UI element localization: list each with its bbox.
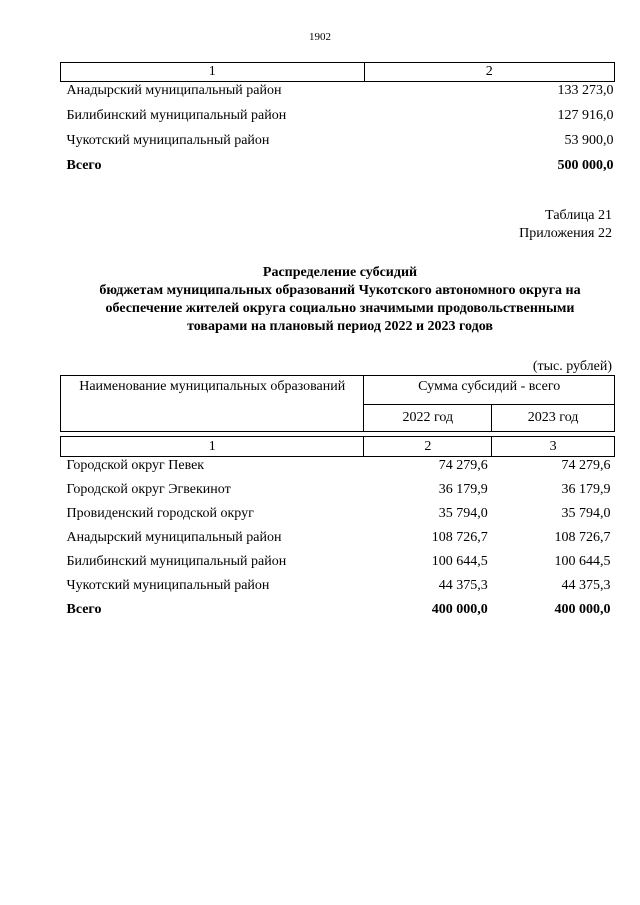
municipality-name: Городской округ Певек xyxy=(66,458,205,473)
column-number-2: 2 xyxy=(364,63,614,82)
amount-2023: 100 644,5 xyxy=(554,554,611,569)
table-row xyxy=(61,457,615,482)
total-2023: 400 000,0 xyxy=(554,602,611,617)
subsidy-table-continuation xyxy=(60,62,615,182)
table-row xyxy=(61,82,615,108)
table-total-row xyxy=(61,601,615,625)
column-number-2: 2 xyxy=(364,437,492,457)
amount-2022: 35 794,0 xyxy=(438,506,488,521)
municipality-name: Городской округ Эгвекинот xyxy=(66,482,231,497)
column-number-1: 1 xyxy=(61,437,364,457)
table-header-row xyxy=(61,376,615,405)
year-2022-header: 2022 год xyxy=(364,405,492,432)
table-title xyxy=(60,264,620,336)
total-label: Всего xyxy=(66,602,102,617)
table-row xyxy=(61,132,615,157)
table-row xyxy=(61,505,615,529)
subsidy-distribution-table xyxy=(60,375,615,625)
title-line: обеспечение жителей округа социально значимыми продовольственными xyxy=(105,301,575,316)
amount-2022: 108 726,7 xyxy=(431,530,488,545)
column-number-3: 3 xyxy=(492,437,615,457)
amount-2022: 36 179,9 xyxy=(438,482,488,497)
table-header-row xyxy=(61,63,615,82)
year-2023-header: 2023 год xyxy=(492,405,615,432)
amount-2023: 36 179,9 xyxy=(561,482,611,497)
table-number: Таблица 21 xyxy=(545,208,612,223)
subsidy-sum-column-header: Сумма субсидий - всего xyxy=(364,376,615,405)
column-number-1: 1 xyxy=(61,63,365,82)
table-row xyxy=(61,481,615,505)
appendix-reference: Приложения 22 xyxy=(519,226,612,241)
subsidy-amount: 133 273,0 xyxy=(557,83,614,98)
table-total-row xyxy=(61,157,615,182)
municipality-name: Билибинский муниципальный район xyxy=(66,108,287,123)
municipality-column-header: Наименование муниципальных образований xyxy=(61,376,364,432)
subsidy-amount: 53 900,0 xyxy=(564,133,614,148)
title-line: бюджетам муниципальных образований Чукотского автономного округа на xyxy=(99,283,581,298)
municipality-name: Провиденский городской округ xyxy=(66,506,254,521)
table-row xyxy=(61,553,615,577)
amount-2022: 74 279,6 xyxy=(438,458,488,473)
title-line: Распределение субсидий xyxy=(262,265,418,280)
municipality-name: Чукотский муниципальный район xyxy=(66,578,270,593)
table-row xyxy=(61,529,615,553)
subsidy-amount: 127 916,0 xyxy=(557,108,614,123)
units-note: (тыс. рублей) xyxy=(532,359,612,374)
amount-2022: 100 644,5 xyxy=(431,554,488,569)
column-numbers-row xyxy=(61,437,615,457)
page-number: 1902 xyxy=(309,31,331,43)
amount-2023: 35 794,0 xyxy=(561,506,611,521)
municipality-name: Чукотский муниципальный район xyxy=(66,133,270,148)
amount-2023: 108 726,7 xyxy=(554,530,611,545)
amount-2023: 74 279,6 xyxy=(561,458,611,473)
municipality-name: Билибинский муниципальный район xyxy=(66,554,287,569)
amount-2022: 44 375,3 xyxy=(438,578,488,593)
title-line: товарами на плановый период 2022 и 2023 годов xyxy=(187,319,493,334)
table-row xyxy=(61,577,615,601)
amount-2023: 44 375,3 xyxy=(561,578,611,593)
total-2022: 400 000,0 xyxy=(431,602,488,617)
table-caption xyxy=(519,207,612,243)
municipality-name: Анадырский муниципальный район xyxy=(66,83,282,98)
total-label: Всего xyxy=(66,158,102,173)
municipality-name: Анадырский муниципальный район xyxy=(66,530,282,545)
total-amount: 500 000,0 xyxy=(557,158,614,173)
table-row xyxy=(61,107,615,132)
